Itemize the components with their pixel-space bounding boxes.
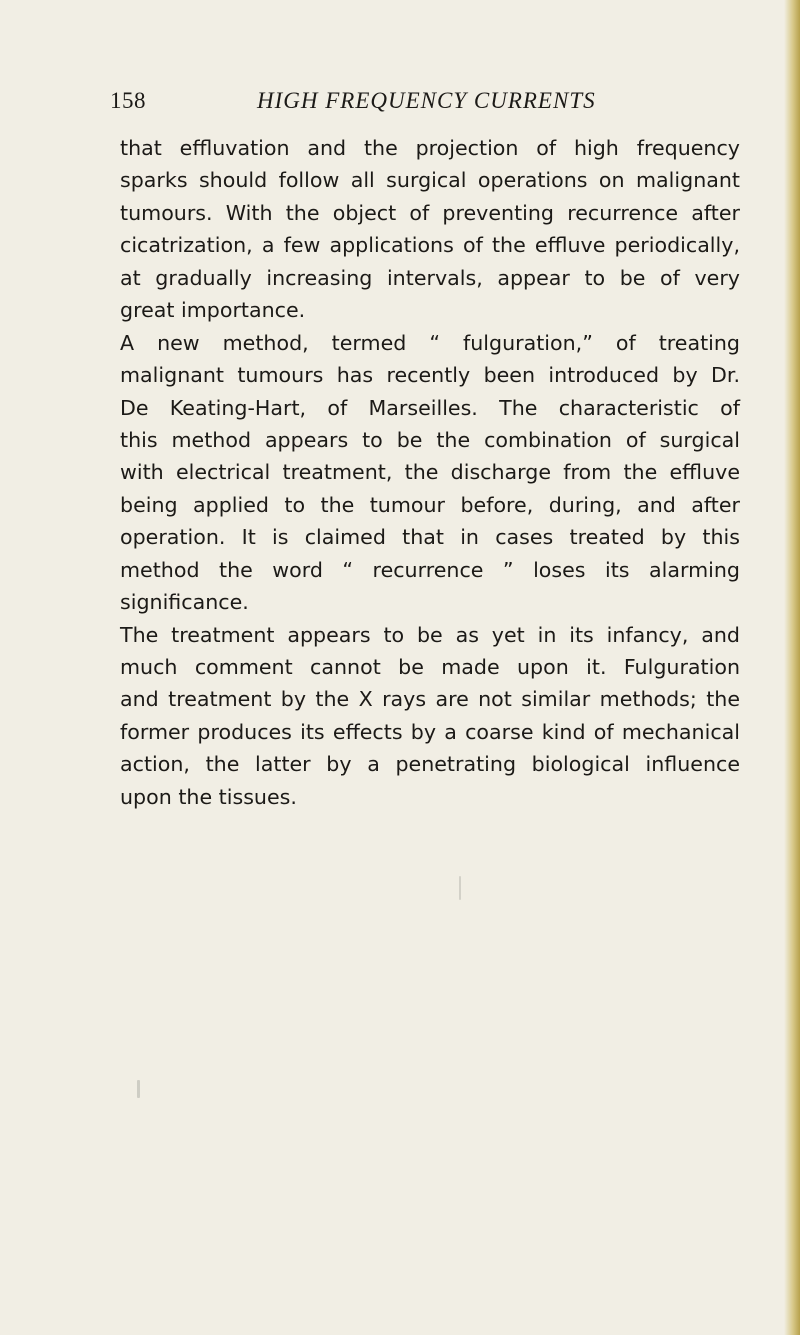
text-line: being applied to the tumour before, during, and after: [120, 492, 740, 517]
text-line: method the word “ recurrence ” loses its alarming: [120, 557, 740, 582]
text-line: tumours. With the object of preventing recurrence after: [120, 200, 740, 225]
text-line: with electrical treatment, the discharge from the effluve: [120, 460, 740, 485]
text-line: operation. It is claimed that in cases treated by this: [120, 525, 740, 550]
paper-speck: [321, 632, 323, 635]
running-header: [110, 88, 710, 128]
paper-speck: [137, 1080, 140, 1098]
text-line: at gradually increasing intervals, appear to be of very: [120, 265, 740, 290]
text-line: great importance.: [120, 298, 306, 323]
text-line: cicatrization, a few applications of the effluve periodically,: [120, 233, 740, 258]
page-edge-shadow: [784, 0, 800, 1335]
page-number: 158: [110, 88, 146, 113]
text-line: that effluvation and the projection of high frequency: [120, 136, 740, 160]
text-line: The treatment appears to be as yet in its infancy, and: [120, 622, 740, 647]
text-line: much comment cannot be made upon it. Fulguration: [120, 655, 740, 679]
text-line: former produces its effects by a coarse kind of mechanical: [120, 719, 740, 744]
text-line: action, the latter by a penetrating biological influence: [120, 752, 740, 777]
text-line: significance.: [120, 590, 249, 615]
text-line: this method appears to be the combination of surgical: [120, 427, 740, 452]
text-line: malignant tumours has recently been introduced by Dr.: [120, 363, 740, 388]
text-line: upon the tissues.: [120, 784, 297, 809]
body-text: [120, 132, 740, 813]
running-title: HIGH FREQUENCY CURRENTS: [257, 88, 596, 113]
text-line: De Keating-Hart, of Marseilles. The characteristic of: [120, 395, 740, 420]
text-line: and treatment by the X rays are not similar methods; the: [120, 687, 740, 712]
text-line: A new method, termed “ fulguration,” of treating: [120, 330, 740, 355]
paper-speck: [459, 876, 461, 900]
text-line: sparks should follow all surgical operations on malignant: [120, 168, 740, 193]
